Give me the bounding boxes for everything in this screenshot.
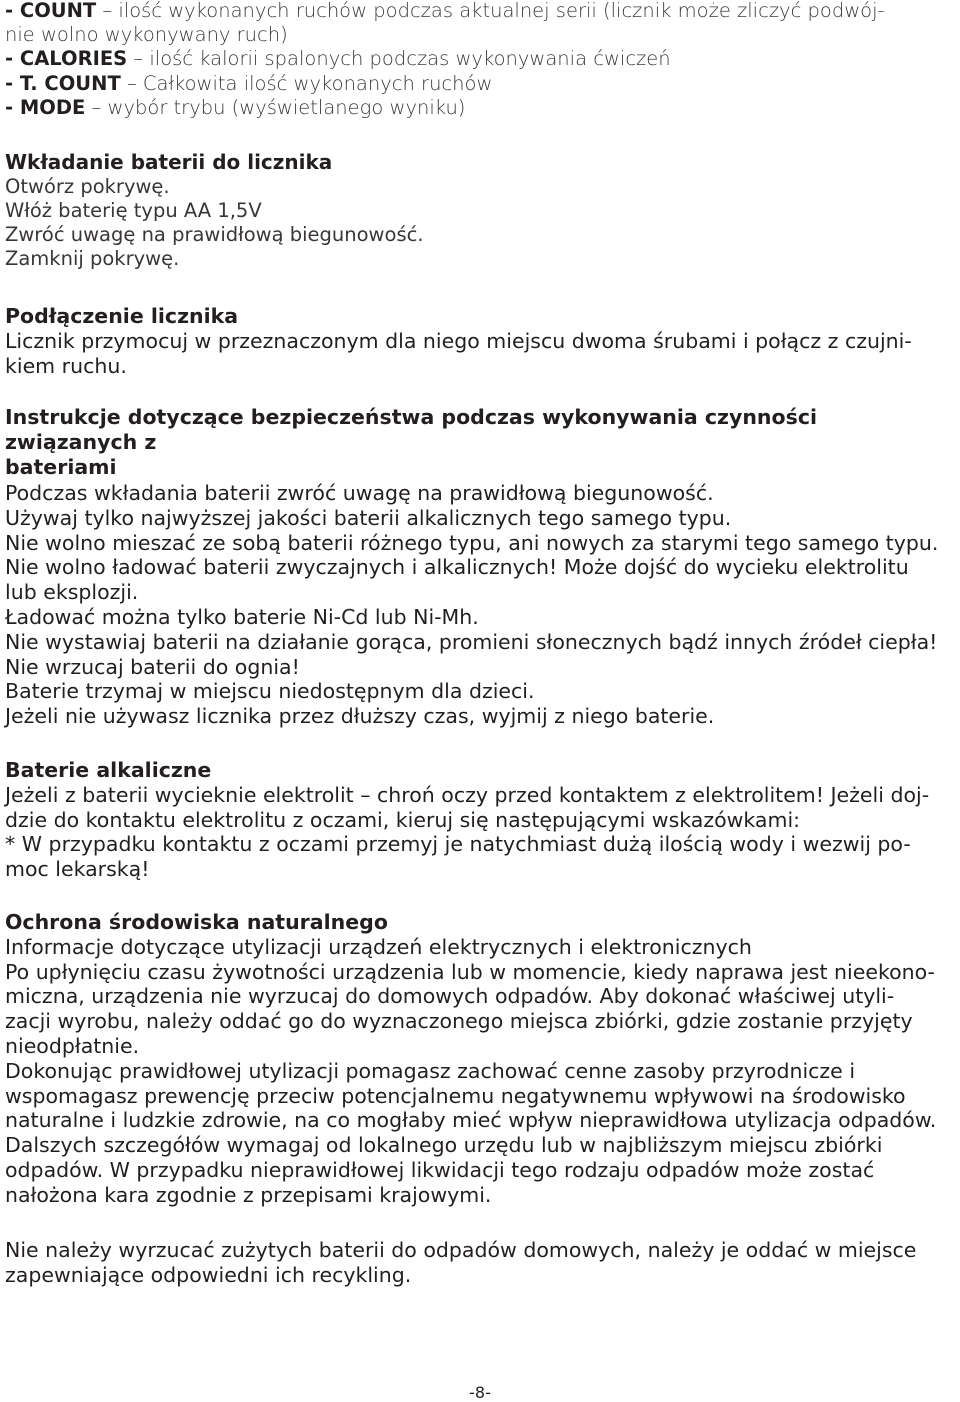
section-line: Otwórz pokrywę. <box>5 174 170 198</box>
display-legend <box>5 0 885 120</box>
legend-text: nie wolno wykonywany ruch) <box>5 23 288 47</box>
page-number: -8- <box>469 1383 491 1402</box>
safety-line: lub eksplozji. <box>5 580 139 605</box>
section-heading: Podłączenie licznika <box>5 304 239 328</box>
safety-line: Nie wolno mieszać ze sobą baterii różnego typu, ani nowych za starymi tego samego typu. <box>5 530 939 555</box>
safety-line: Baterie trzymaj w miejscu niedostępnym dla dzieci. <box>5 679 535 704</box>
section-heading: bateriami <box>5 454 117 479</box>
section-line: Informacje dotyczące utylizacji urządzeń elektrycznych i elektronicznych <box>5 934 752 959</box>
legend-line <box>5 0 885 23</box>
section-line: Nie należy wyrzucać zużytych baterii do odpadów domowych, należy je oddać w miejsce <box>5 1238 917 1262</box>
section-line: zapewniające odpowiedni ich recykling. <box>5 1262 412 1287</box>
section-line: naturalne i ludzkie zdrowie, na co mogłaby mieć wpływ nieprawidłowa utylizacja odpadów. <box>5 1108 937 1133</box>
section-line: Zwróć uwagę na prawidłową biegunowość. <box>5 223 424 247</box>
section-line: Po upłynięciu czasu żywotności urządzenia lub w momencie, kiedy naprawa jest nieekono- <box>5 959 935 984</box>
safety-line: Nie wystawiaj baterii na działanie gorąca, promieni słonecznych bądź innych źródeł ciepła! <box>5 629 938 654</box>
safety-section <box>5 405 953 479</box>
section-line: dzie do kontaktu elektrolitu z oczami, kieruj się następującymi wskazówkami: <box>5 807 801 832</box>
legend-key: - T. COUNT <box>5 71 121 95</box>
section-heading: Wkładanie baterii do licznika <box>5 150 333 174</box>
battery-insert-section <box>5 150 424 272</box>
legend-line <box>5 47 885 71</box>
legend-text: – ilość kalorii spalonych podczas wykonywania ćwiczeń <box>127 47 671 71</box>
recycling-note <box>5 1238 916 1288</box>
section-line: Jeżeli z baterii wycieknie elektrolit – chroń oczy przed kontaktem z elektrolitem! Jeżeli doj- <box>5 782 930 807</box>
section-line: Włóż baterię typu AA 1,5V <box>5 199 262 222</box>
section-line: * W przypadku kontaktu z oczami przemyj je natychmiast dużą ilością wody i wezwij po- <box>5 832 911 857</box>
section-line: Dokonując prawidłowej utylizacji pomagasz zachować cenne zasoby przyrodnicze i <box>5 1058 856 1083</box>
safety-line: Nie wolno ładować baterii zwyczajnych i alkalicznych! Może dojść do wycieku elektrolitu <box>5 555 909 580</box>
section-heading: Baterie alkaliczne <box>5 758 212 782</box>
environment-section <box>5 910 936 1208</box>
alkaline-section <box>5 758 929 882</box>
section-line: Licznik przymocuj w przeznaczonym dla niego miejscu dwoma śrubami i połącz z czujni- <box>5 328 912 353</box>
safety-line: Jeżeli nie używasz licznika przez dłuższy czas, wyjmij z niego baterie. <box>5 704 715 729</box>
legend-text: – wybór trybu (wyświetlanego wyniku) <box>85 95 466 119</box>
legend-text: – Całkowita ilość wykonanych ruchów <box>120 71 493 95</box>
section-line: nałożona kara zgodnie z przepisami krajowymi. <box>5 1182 492 1207</box>
section-line: Dalszych szczegółów wymagaj od lokalnego urzędu lub w najbliższym miejscu zbiórki <box>5 1133 883 1158</box>
legend-key: - CALORIES <box>5 47 128 71</box>
section-line: nieodpłatnie. <box>5 1033 140 1058</box>
section-heading: Instrukcje dotyczące bezpieczeństwa podczas wykonywania czynności związanych z <box>5 405 817 454</box>
safety-line: Używaj tylko najwyższej jakości baterii alkalicznych tego samego typu. <box>5 505 732 530</box>
section-line: moc lekarską! <box>5 857 150 882</box>
section-line: odpadów. W przypadku nieprawidłowej likwidacji tego rodzaju odpadów może zostać <box>5 1157 875 1182</box>
section-heading: Ochrona środowiska naturalnego <box>5 910 388 934</box>
legend-text: – ilość wykonanych ruchów podczas aktualnej serii (licznik może zliczyć podwój- <box>96 0 885 22</box>
section-line: Zamknij pokrywę. <box>5 247 180 271</box>
section-line: wspomagasz prewencję przeciw potencjalnemu negatywnemu wpływowi na środowisko <box>5 1083 906 1108</box>
legend-key: - MODE <box>5 95 86 119</box>
legend-line <box>5 23 885 47</box>
connect-section <box>5 304 912 378</box>
legend-line <box>5 72 885 96</box>
legend-key: - COUNT <box>5 0 97 22</box>
legend-line <box>5 96 885 120</box>
safety-line: Nie wrzucaj baterii do ognia! <box>5 654 300 679</box>
safety-line: Podczas wkładania baterii zwróć uwagę na prawidłową biegunowość. <box>5 481 714 505</box>
section-line: kiem ruchu. <box>5 353 127 378</box>
safety-line: Ładować można tylko baterie Ni-Cd lub Ni-Mh. <box>5 604 479 629</box>
section-line: miczna, urządzenia nie wyrzucaj do domowych odpadów. Aby dokonać właściwej utyli- <box>5 984 895 1009</box>
section-line: zacji wyrobu, należy oddać go do wyznaczonego miejsca zbiórki, gdzie zostanie przyjęty <box>5 1009 913 1034</box>
safety-list <box>5 481 938 729</box>
